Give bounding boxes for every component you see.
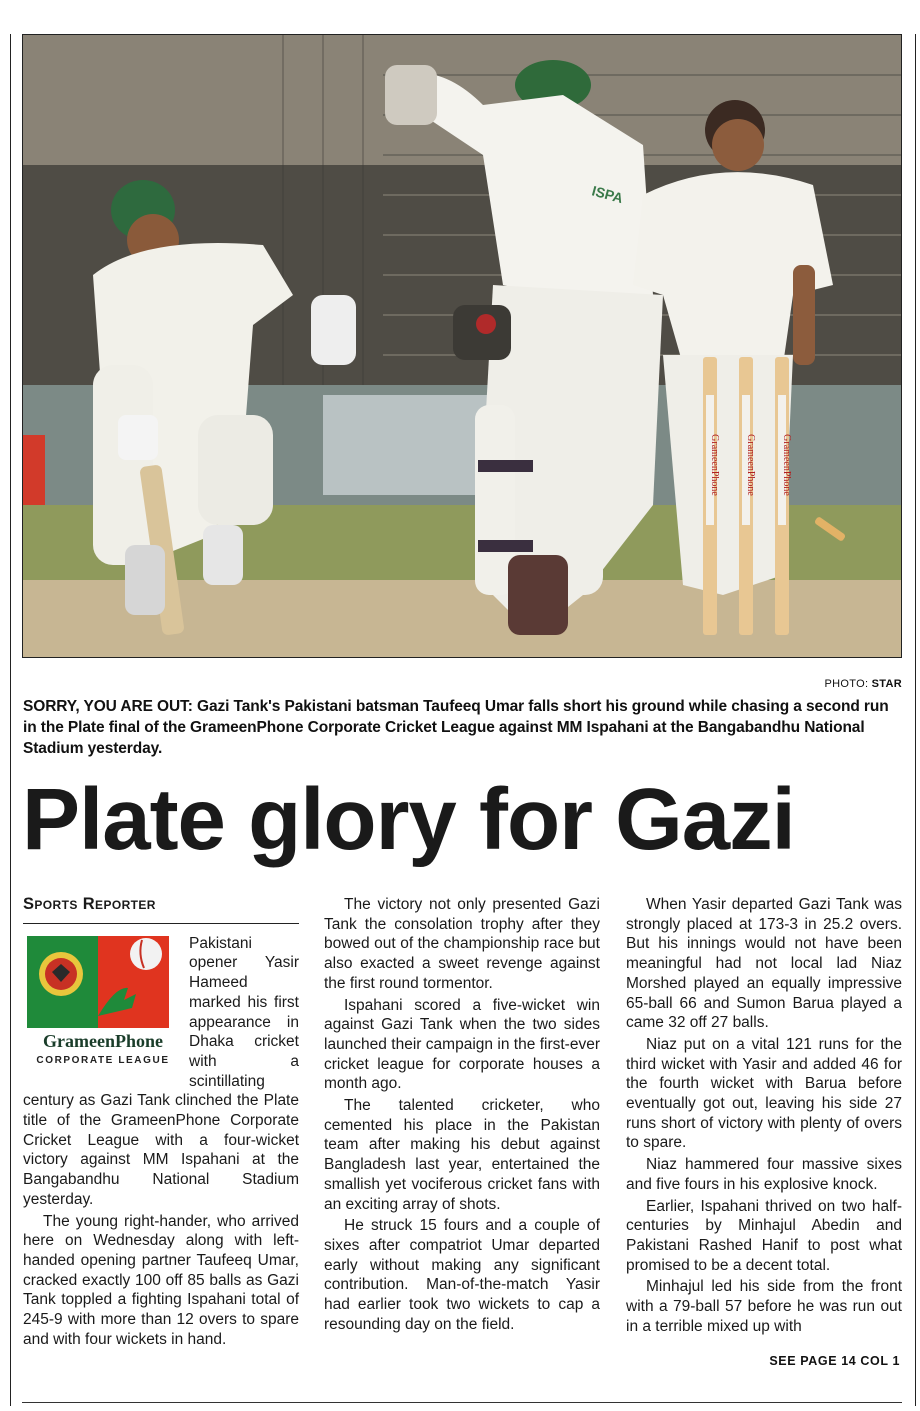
bottom-border-rule (22, 1402, 902, 1403)
article-column-2 (324, 895, 600, 1336)
league-logo (23, 934, 183, 1084)
stump-brand-1: GrameenPhone (709, 434, 720, 496)
article-column-3 (626, 895, 902, 1338)
caption-lead: SORRY, YOU ARE OUT: (23, 698, 193, 715)
article-paragraph: Niaz hammered four massive sixes and five fours in his explosive knock. (626, 1156, 902, 1193)
photo-caption (23, 696, 903, 759)
article-column-1 (23, 895, 299, 1351)
caption-text: Gazi Tank's Pakistani batsman Taufeeq Umar falls short his ground while chasing a second run in the Plate final of the GrameenPhone Corporate Cricket League against MM Ispahani at the Bangabandhu National Stadium yesterday. (23, 698, 889, 757)
stump-brand-3: GrameenPhone (781, 434, 792, 496)
photo-credit (825, 678, 902, 690)
logo-sub: CORPORATE LEAGUE (36, 1055, 170, 1067)
article-paragraph: When Yasir departed Gazi Tank was strongly placed at 173-3 in 25.2 overs. But his innings would not have been meaningful had not local lad Niaz Morshed played an equally impressive 65-ball 66 and Sumon Barua played a came 32 off 27 balls. (626, 896, 902, 1032)
article-paragraph: Niaz put on a vital 121 runs for the third wicket with Yasir and added 46 for the fourth wicket with Barua before eventually got out, leaving his side 27 runs short of victory with plenty of overs to spare. (626, 1035, 902, 1152)
jersey-text: ISPA (590, 182, 625, 207)
article-paragraph: The victory not only presented Gazi Tank the consolation trophy after they bowed out of the championship race but also exacted a sweet revenge against the first round tormentor. (324, 896, 600, 992)
jump-line[interactable]: SEE PAGE 14 COL 1 (769, 1354, 900, 1368)
stump-brand-2: GrameenPhone (745, 434, 756, 496)
article-paragraph: He struck 15 fours and a couple of sixes after compatriot Umar departed early without making any significant contribution. Man-of-the-match Yasir had earlier took two wickets to cap a resounding day on the field. (324, 1217, 600, 1333)
logo-green-panel (27, 936, 98, 1028)
article-paragraph: The young right-hander, who arrived here on Wednesday along with left-handed opening partner Taufeeq Umar, cracked exactly 100 off 85 balls as Gazi Tank toppled a fighting Ispahani total of 245-9 with more than 12 overs to spare and with four wickets in hand. (23, 1212, 299, 1348)
article-paragraph: Ispahani scored a five-wicket win against Gazi Tank when the two sides launched their campaign in the first-ever cricket league for corporate houses a month ago. (324, 996, 600, 1093)
article-paragraph: The talented cricketer, who cemented his place in the Pakistan team after making his debut against Bangladesh last year, entertained the smallish yet vociferous cricket fans with an exciting array of shots. (324, 1097, 600, 1213)
article-paragraph: Pakistani opener Yasir Hameed marked his first appearance in Dhaka cricket with a scintillating century as Gazi Tank clinched the Plate title of the GrameenPhone Corporate Cricket League with a four-wicket victory against MM Ispahani at the Bangabandhu National Stadium yesterday. (23, 934, 299, 1208)
article-paragraph: Minhajul led his side from the front with a 79-ball 57 before he was run out in a terrible mixed up with (626, 1278, 902, 1335)
headline: Plate glory for Gazi (22, 771, 795, 868)
byline: Sports Reporter (23, 895, 299, 924)
photo-credit-label: PHOTO: (824, 678, 869, 690)
right-border-rule (915, 34, 916, 1406)
logo-red-panel (98, 936, 169, 1028)
logo-name: GrameenPhone (43, 1030, 163, 1051)
cricket-run-out-photo (22, 34, 902, 658)
photo-credit-source: STAR (871, 678, 902, 690)
left-border-rule (10, 34, 11, 1406)
article-paragraph: Earlier, Ispahani thrived on two half-centuries by Minhajul Abedin and Pakistani Rashed Hanif to post what promised to be a decent total. (626, 1197, 902, 1274)
